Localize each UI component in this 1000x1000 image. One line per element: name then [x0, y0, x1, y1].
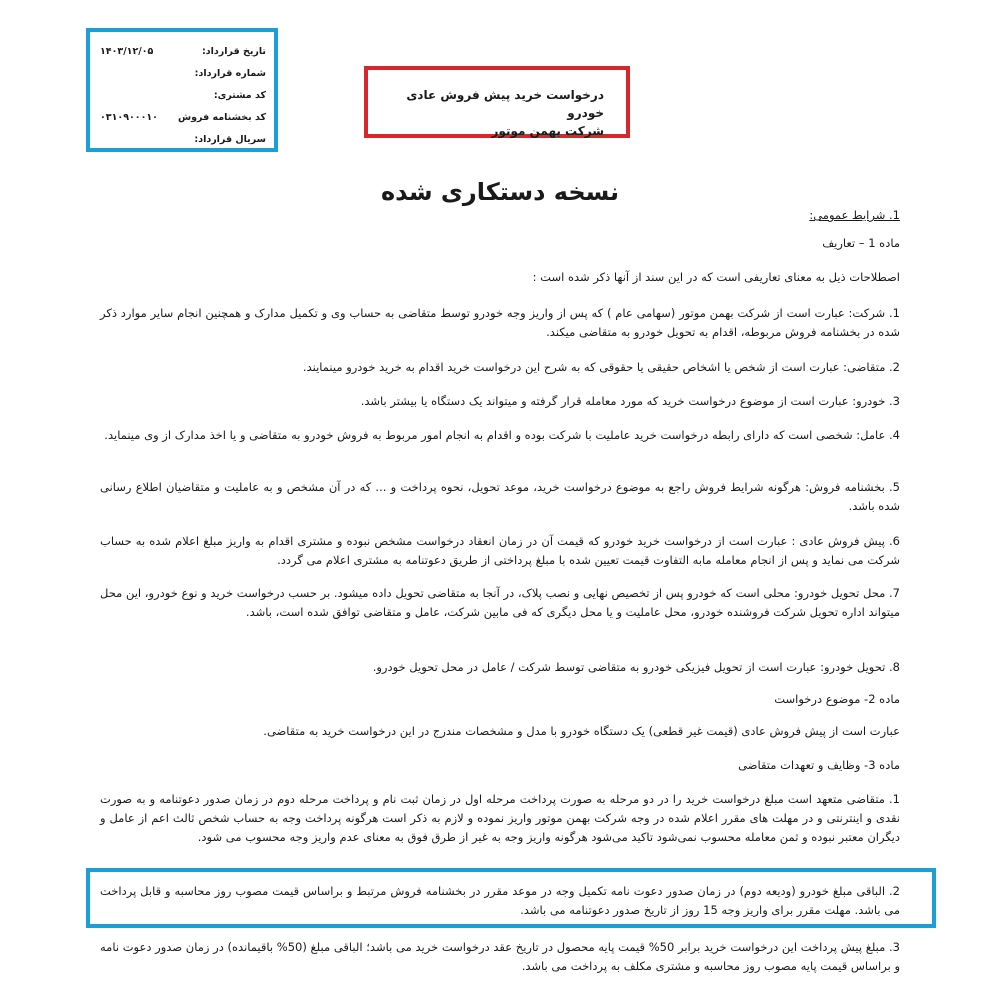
stamp-title: نسخه دستکاری شده — [380, 178, 620, 206]
definition-6: 6. پیش فروش عادی : عبارت است از درخواست خرید خودرو که قیمت آن در زمان انعقاد درخواست مشخص نبوده و مشتری اقدام به واریز مبلغ اعلام شده به حساب شرکت می نماید و پس از انجام معامله مابه التفاوت قیمت تعیین شده با مبلغ پرداختی از طریق دعوتنامه به مشتری اعلام می گردد. — [100, 534, 900, 567]
contract-number-label: شماره قرارداد: — [194, 67, 266, 79]
duty-3: 3. مبلغ پیش پرداخت این درخواست خرید برابر 50% قیمت پایه محصول در تاریخ عقد درخواست خرید می باشد؛ الباقی مبلغ (50% باقیمانده) در زمان صدور دعوت نامه و براساس قیمت پایه مصوب روز محاسبه و مشتری مکلف به پرداخت می باشد. — [100, 940, 900, 973]
circular-code-row — [100, 106, 266, 128]
contract-number-row — [100, 62, 266, 84]
definition-8: 8. تحویل خودرو: عبارت است از تحویل فیزیکی خودرو به متقاضی توسط شرکت / عامل در محل تحویل خودرو. — [372, 660, 900, 674]
customer-code-label: کد مشتری: — [213, 89, 266, 101]
contract-serial-label: سریال قرارداد: — [194, 133, 266, 145]
definitions-intro: اصطلاحات ذیل به معنای تعاریفی است که در این سند از آنها ذکر شده است : — [532, 270, 900, 284]
header-line-2: شرکت بهمن موتور — [491, 124, 604, 138]
circular-code-label: کد بخشنامه فروش — [178, 111, 266, 123]
contract-meta-box — [86, 28, 278, 152]
section-general-heading: 1. شرایط عمومی: — [809, 208, 900, 222]
highlighted-clause-frame — [86, 868, 936, 928]
contract-date-label: تاریخ قرارداد: — [202, 45, 266, 57]
definition-1: 1. شرکت: عبارت است از شرکت بهمن موتور (سهامی عام ) که پس از واریز وجه خودرو توسط متقاضی به حساب وی و تکمیل مدارک و همچنین انجام سایر موارد ذکر شده در بخشنامه فروش مربوطه، اقدام به تحویل خودرو به متقاضی میکند. — [100, 306, 900, 339]
contract-serial-row — [100, 128, 266, 150]
contract-date-value: ۱۴۰۳/۱۲/۰۵ — [100, 45, 154, 57]
article-2-heading: ماده 2- موضوع درخواست — [774, 692, 900, 706]
definition-7: 7. محل تحویل خودرو: محلی است که خودرو پس از تخصیص نهایی و نصب پلاک، در آنجا به متقاضی تحویل داده میشود. بر حسب درخواست خرید و نوع خودرو، این محل میتواند اداره تحویل شرکت فروشنده خودرو، محل عاملیت و یا محل دیگری که فی مابین شرکت، عامل و متقاضی توافق شده است، باشد. — [100, 586, 900, 619]
circular-code-value: ۰۳۱۰۹۰۰۰۱۰ — [100, 111, 158, 123]
article-3-heading: ماده 3- وظایف و تعهدات متقاضی — [738, 758, 900, 772]
article-1-heading: ماده 1 – تعاریف — [822, 236, 900, 250]
contract-date-row — [100, 40, 266, 62]
definition-2: 2. متقاضی: عبارت است از شخص یا اشخاص حقیقی یا حقوقی که به شرح این درخواست خرید اقدام به خرید خودرو مینمایند. — [302, 360, 900, 374]
definition-4: 4. عامل: شخصی است که دارای رابطه درخواست خرید عاملیت با شرکت بوده و اقدام به انجام امور مربوط به فروش خودرو به متقاضی و یا اخذ مدارک از وی مینماید. — [104, 428, 900, 442]
duty-1: 1. متقاضی متعهد است مبلغ درخواست خرید را در دو مرحله به صورت پرداخت مرحله اول در زمان ثبت نام و پرداخت مرحله دوم در زمان صدور دعوتنامه و به صورت نقدی و اینترنتی و در مهلت های مقرر اعلام شده در وجه شرکت بهمن موتور واریز نموده و لازم به ذکر است هرگونه پرداخت وجه به حساب شخص ثالث اعم از عامل و دیگران معتبر نبوده و ثمن معامله محسوب نمی‌شود تاکید می‌شود هرگونه واریز وجه به غیر از طرق فوق به معنای عدم واریز وجه محسوب می شود. — [100, 792, 900, 844]
header-line-1: درخواست خرید پیش فروش عادی خودرو — [406, 88, 604, 120]
article-2-text: عبارت است از پیش فروش عادی (قیمت غیر قطعی) یک دستگاه خودرو با مدل و مشخصات مندرج در این درخواست خرید به متقاضی. — [263, 724, 900, 738]
duty-2: 2. الباقی مبلغ خودرو (ودیعه دوم) در زمان صدور دعوت نامه تکمیل وجه در موعد مقرر در بخشنامه فروش مرتبط و براساس قیمت مصوب روز محاسبه و قابل پرداخت می باشد. مهلت مقرر برای واریز وجه 15 روز از تاریخ صدور دعوتنامه می باشد. — [100, 884, 900, 917]
definition-5: 5. بخشنامه فروش: هرگونه شرایط فروش راجع به موضوع درخواست خرید، موعد تحویل، نحوه پرداخت و ... که در آن مشخص و به عاملیت و متقاضیان اطلاع رسانی شده باشد. — [100, 480, 900, 513]
definition-3: 3. خودرو: عبارت است از موضوع درخواست خرید که مورد معامله قرار گرفته و میتواند یک دستگاه یا بیشتر باشد. — [360, 394, 900, 408]
document-header-box — [364, 66, 630, 138]
customer-code-row — [100, 84, 266, 106]
